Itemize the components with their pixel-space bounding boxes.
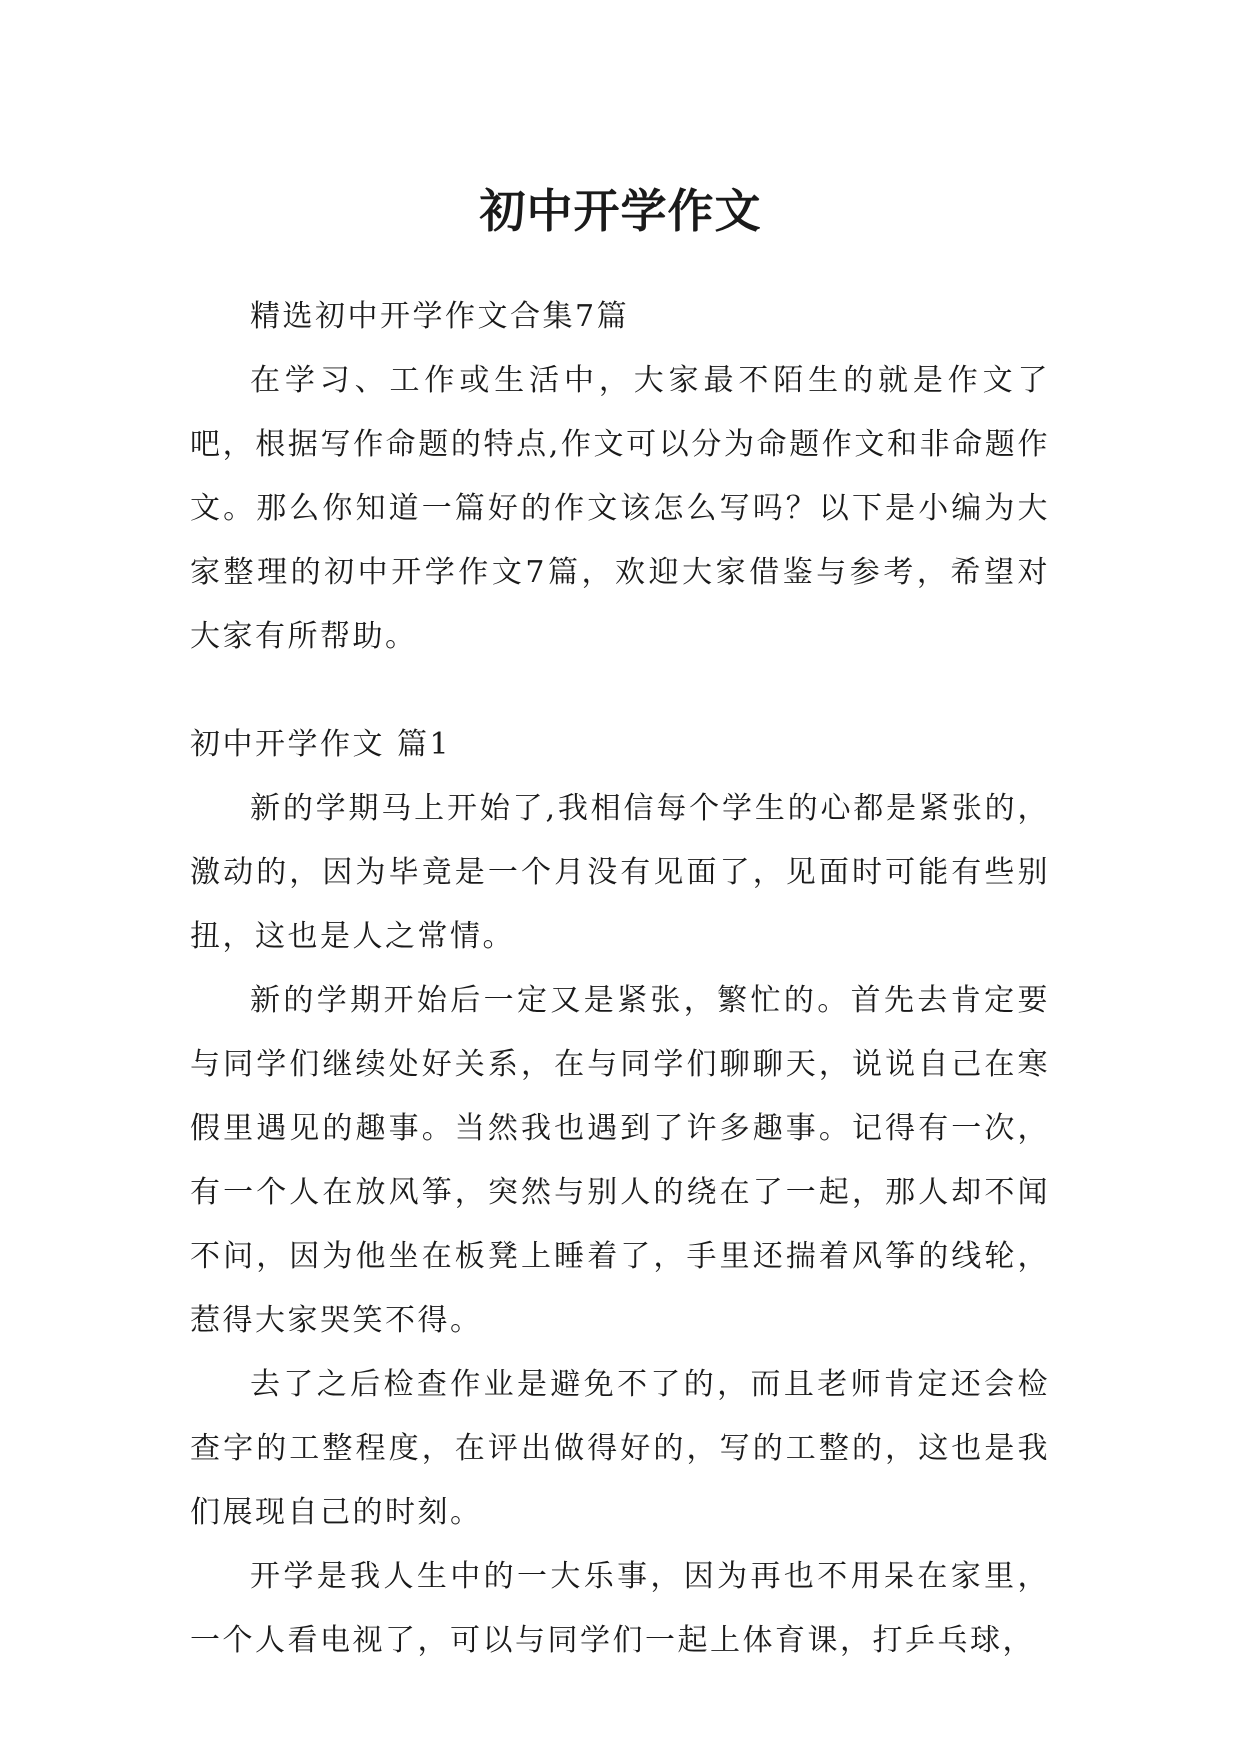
- body-paragraph: 新的学期开始后一定又是紧张，繁忙的。首先去肯定要与同学们继续处好关系，在与同学们聊聊天，说说自己在寒假里遇见的趣事。当然我也遇到了许多趣事。记得有一次，有一个人在放风筝，突然与别人的绕在了一起，那人却不闻不问，因为他坐在板凳上睡着了，手里还揣着风筝的线轮，惹得大家哭笑不得。: [190, 983, 1050, 1338]
- document-body: [190, 285, 1050, 1673]
- intro-paragraph: 在学习、工作或生活中，大家最不陌生的就是作文了吧，根据写作命题的特点,作文可以分为命题作文和非命题作文。那么你知道一篇好的作文该怎么写吗？以下是小编为大家整理的初中开学作文7篇，欢迎大家借鉴与参考，希望对大家有所帮助。: [190, 363, 1050, 654]
- page-title: 初中开学作文: [479, 183, 762, 238]
- body-paragraph: 开学是我人生中的一大乐事，因为再也不用呆在家里，一个人看电视了，可以与同学们一起上体育课，打乒乓球，: [190, 1559, 1050, 1658]
- body-paragraph: 新的学期马上开始了,我相信每个学生的心都是紧张的，激动的，因为毕竟是一个月没有见面了，见面时可能有些别扭，这也是人之常情。: [190, 791, 1050, 954]
- collection-subtitle: 精选初中开学作文合集7篇: [250, 299, 630, 334]
- section-heading: 初中开学作文 篇1: [190, 727, 452, 762]
- body-paragraph: 去了之后检查作业是避免不了的，而且老师肯定还会检查字的工整程度，在评出做得好的，写的工整的，这也是我们展现自己的时刻。: [190, 1367, 1050, 1530]
